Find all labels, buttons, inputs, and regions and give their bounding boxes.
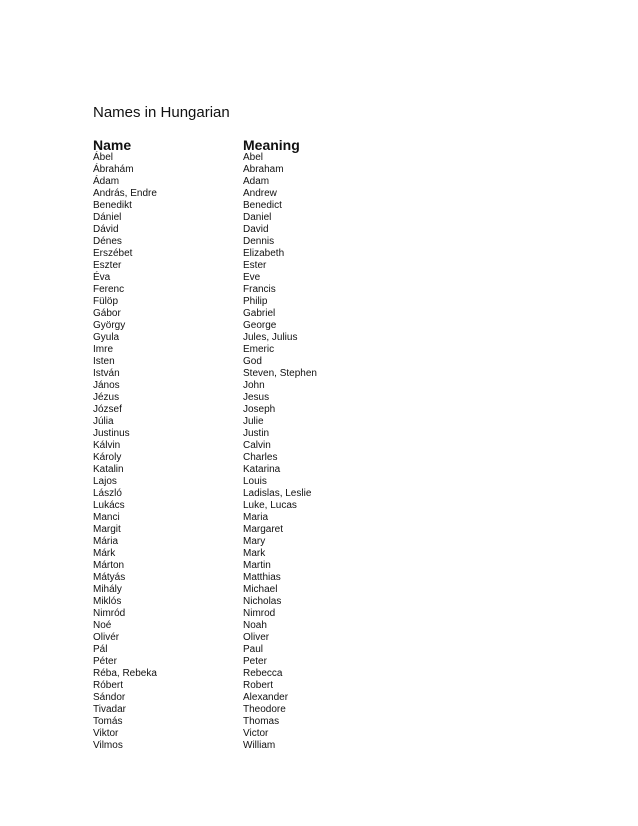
table-row [93,344,513,356]
name-cell: Justinus [93,428,130,439]
meaning-cell: John [243,380,265,391]
meaning-cell: Noah [243,620,267,631]
name-cell: Noé [93,620,112,631]
table-row [93,524,513,536]
name-cell: Ábrahám [93,164,134,175]
meaning-cell: Matthias [243,572,281,583]
meaning-cell: Joseph [243,404,276,415]
name-cell: István [93,368,120,379]
table-row [93,740,513,752]
meaning-cell: God [243,356,262,367]
table-row [93,668,513,680]
table-row [93,212,513,224]
table-row [93,224,513,236]
table-row [93,368,513,380]
table-row [93,152,513,164]
table-row [93,380,513,392]
table-row [93,284,513,296]
table-row [93,488,513,500]
meaning-cell: Robert [243,680,274,691]
table-row [93,332,513,344]
meaning-cell: Francis [243,284,276,295]
table-row [93,512,513,524]
meaning-cell: Mark [243,548,266,559]
name-cell: Tivadar [93,704,126,715]
name-cell: Pál [93,644,108,655]
table-row [93,188,513,200]
table-row [93,560,513,572]
meaning-cell: Adam [243,176,270,187]
table-row [93,356,513,368]
table-row [93,632,513,644]
name-cell: László [93,488,122,499]
table-row [93,584,513,596]
meaning-cell: Alexander [243,692,289,703]
table-row [93,656,513,668]
name-cell: Manci [93,512,120,523]
meaning-cell: Peter [243,656,267,667]
meaning-cell: Katarina [243,464,281,475]
name-cell: Kálvin [93,440,121,451]
name-cell: Réba, Rebeka [93,668,157,679]
meaning-cell: William [243,740,276,751]
name-cell: Júlia [93,416,114,427]
name-cell: Károly [93,452,122,463]
meaning-cell: Martin [243,560,271,571]
name-cell: Imre [93,344,113,355]
meaning-cell: Daniel [243,212,272,223]
name-cell: Mátyás [93,572,126,583]
table-row [93,452,513,464]
table-row [93,200,513,212]
name-cell: Márk [93,548,116,559]
name-cell: János [93,380,120,391]
table-row [93,596,513,608]
name-cell: Fülöp [93,296,119,307]
table-row [93,392,513,404]
name-cell: Nimród [93,608,126,619]
table-row [93,464,513,476]
name-cell: Jézus [93,392,120,403]
table-row [93,500,513,512]
name-cell: Márton [93,560,125,571]
meaning-cell: Oliver [243,632,270,643]
meaning-cell: Margaret [243,524,284,535]
name-cell: Ádam [93,176,120,187]
name-cell: Éva [93,272,111,283]
table-row [93,260,513,272]
meaning-cell: Thomas [243,716,280,727]
meaning-cell: Theodore [243,704,286,715]
table-row [93,176,513,188]
page-title: Names in Hungarian [93,104,230,121]
meaning-cell: Justin [243,428,270,439]
name-cell: Erszébet [93,248,133,259]
meaning-cell: Calvin [243,440,271,451]
column-header-name: Name [93,137,132,153]
meaning-cell: Mary [243,536,266,547]
table-row [93,704,513,716]
table-row [93,404,513,416]
name-cell: György [93,320,126,331]
name-cell: Eszter [93,260,122,271]
name-cell: Dániel [93,212,122,223]
name-cell: Katalin [93,464,124,475]
name-cell: Gábor [93,308,121,319]
table-row [93,644,513,656]
meaning-cell: Charles [243,452,278,463]
meaning-cell: Nimrod [243,608,276,619]
table-row [93,692,513,704]
table-row [93,440,513,452]
meaning-cell: Luke, Lucas [243,500,297,511]
name-cell: Benedikt [93,200,132,211]
name-cell: József [93,404,122,415]
table-row [93,416,513,428]
name-cell: Viktor [93,728,119,739]
name-cell: Róbert [93,680,124,691]
table-row [93,236,513,248]
meaning-cell: Louis [243,476,267,487]
meaning-cell: Paul [243,644,264,655]
meaning-cell: Elizabeth [243,248,285,259]
table-row [93,476,513,488]
meaning-cell: Philip [243,296,268,307]
meaning-cell: Julie [243,416,264,427]
meaning-cell: Abraham [243,164,284,175]
meaning-cell: Jesus [243,392,270,403]
table-row [93,428,513,440]
name-cell: Ábel [93,152,114,163]
name-cell: Gyula [93,332,120,343]
name-cell: Mihály [93,584,122,595]
name-cell: Miklós [93,596,122,607]
meaning-cell: Nicholas [243,596,282,607]
meaning-cell: Rebecca [243,668,283,679]
name-cell: Ferenc [93,284,125,295]
table-row [93,716,513,728]
table-row [93,248,513,260]
table-row [93,620,513,632]
name-cell: Dénes [93,236,122,247]
name-cell: Isten [93,356,115,367]
name-cell: Lajos [93,476,117,487]
meaning-cell: Gabriel [243,308,276,319]
name-cell: Olivér [93,632,120,643]
table-header [93,137,513,153]
table-row [93,164,513,176]
table-row [93,320,513,332]
meaning-cell: Andrew [243,188,277,199]
names-table [93,152,513,752]
table-row [93,548,513,560]
table-row [93,728,513,740]
table-row [93,308,513,320]
meaning-cell: Dennis [243,236,275,247]
table-row [93,680,513,692]
column-header-meaning: Meaning [243,137,300,153]
name-cell: András, Endre [93,188,157,199]
name-cell: Dávid [93,224,119,235]
meaning-cell: Emeric [243,344,275,355]
meaning-cell: Ester [243,260,267,271]
table-row [93,272,513,284]
meaning-cell: Benedict [243,200,282,211]
meaning-cell: Victor [243,728,269,739]
name-cell: Sándor [93,692,126,703]
table-row [93,536,513,548]
table-row [93,608,513,620]
name-cell: Vilmos [93,740,123,751]
meaning-cell: David [243,224,269,235]
meaning-cell: Eve [243,272,261,283]
name-cell: Péter [93,656,117,667]
table-row [93,572,513,584]
meaning-cell: Abel [243,152,264,163]
name-cell: Mária [93,536,119,547]
name-cell: Margit [93,524,121,535]
meaning-cell: Steven, Stephen [243,368,317,379]
meaning-cell: George [243,320,277,331]
meaning-cell: Ladislas, Leslie [243,488,312,499]
name-cell: Tomás [93,716,123,727]
table-row [93,296,513,308]
meaning-cell: Jules, Julius [243,332,298,343]
name-cell: Lukács [93,500,125,511]
meaning-cell: Maria [243,512,269,523]
meaning-cell: Michael [243,584,278,595]
